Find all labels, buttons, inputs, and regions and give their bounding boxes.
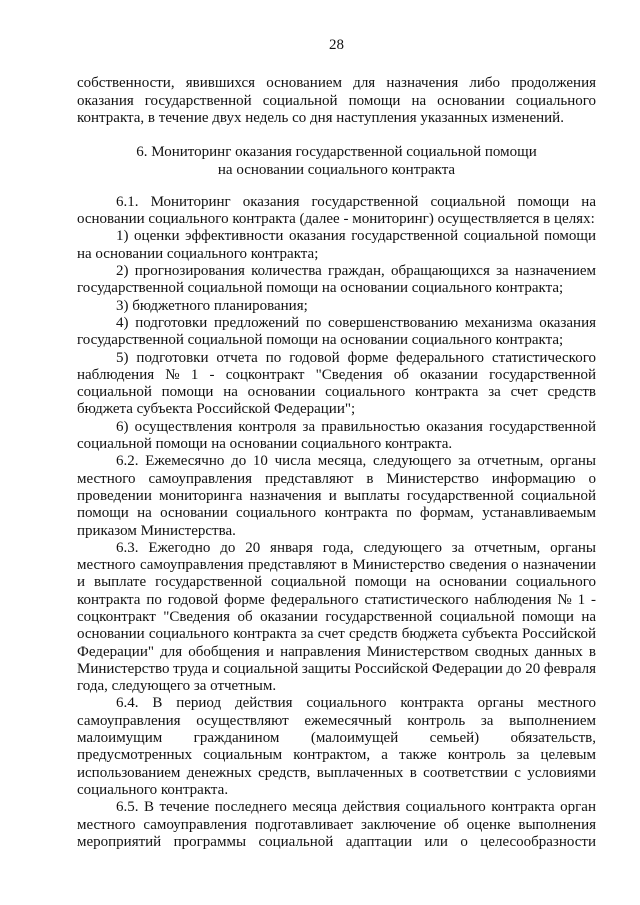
text-line: использованием денежных средств, выплаченных в соответствии с условиями xyxy=(77,764,596,781)
page-number: 28 xyxy=(329,37,344,53)
text-line: Федерации" для обобщения и направления Министерством сводных данных в xyxy=(77,643,596,660)
text-line: самоуправления осуществляют ежемесячный контроль за выполнением xyxy=(77,712,596,729)
text-line: 6.4. В период действия социального контракта органы местного xyxy=(116,695,596,712)
list-item xyxy=(77,263,596,298)
text-line: мероприятий программы социальной адаптации или о целесообразности xyxy=(77,833,596,850)
document-body xyxy=(77,75,596,851)
text-line: местного самоуправления подготавливает заключение об оценке выполнения xyxy=(77,816,596,833)
text-line: местного самоуправления представляют в Министерство сведения о назначении xyxy=(77,557,596,574)
list-item xyxy=(77,315,596,350)
text-line: 6) осуществления контроля за правильностью оказания государственной xyxy=(116,418,596,435)
text-line: социального контракта. xyxy=(77,781,229,798)
paragraph xyxy=(77,799,596,851)
text-line: оказания государственной социальной помощи на основании социального xyxy=(77,92,596,109)
list-item xyxy=(77,419,596,454)
text-line: проведении мониторинга назначения и выплаты государственной социальной xyxy=(77,487,596,504)
text-line: малоимущим гражданином (малоимущей семьей) обязательств, xyxy=(77,730,596,747)
text-line: 1) оценки эффективности оказания государственной социальной помощи xyxy=(116,228,596,245)
text-line: соцконтракт "Сведения об оказании государственной социальной помощи на xyxy=(77,609,596,625)
text-line: основании социального контракта (далее - мониторинг) осуществляется в целях: xyxy=(77,211,595,228)
text-line: контракта, в течение двух недель со дня наступления указанных изменений. xyxy=(77,109,564,126)
text-line: 6.5. В течение последнего месяца действия социального контракта орган xyxy=(116,799,596,816)
text-line: 3) бюджетного планирования; xyxy=(116,297,308,314)
text-line: года, следующего за отчетным. xyxy=(77,678,277,695)
text-line: социальной помощи на основании социального контракта за счет средств xyxy=(77,384,596,401)
text-line: 5) подготовки отчета по годовой форме федерального статистического xyxy=(116,349,596,366)
list-item xyxy=(77,298,596,315)
paragraph xyxy=(77,75,596,127)
paragraph xyxy=(77,695,596,799)
list-item xyxy=(77,350,596,419)
text-line: Министерство труда и социальной защиты Российской Федерации до 20 февраля xyxy=(77,660,596,677)
text-line: 2) прогнозирования количества граждан, обращающихся за назначением xyxy=(116,263,596,280)
section-heading-line: 6. Мониторинг оказания государственной социальной помощи xyxy=(136,144,537,161)
text-line: наблюдения № 1 - соцконтракт "Сведения об оказании государственной xyxy=(77,366,596,383)
text-line: собственности, явившихся основанием для назначения либо продолжения xyxy=(77,75,596,92)
text-line: на основании социального контракта; xyxy=(77,245,319,262)
paragraph xyxy=(77,540,596,696)
text-line: помощи на основании социального контракта по формам, устанавливаемым xyxy=(77,505,596,522)
text-line: социальной помощи на основании социального контракта. xyxy=(77,436,453,453)
text-line: основании социального контракта за счет средств бюджета субъекта Российской xyxy=(77,626,596,643)
paragraph xyxy=(77,194,596,229)
text-line: бюджета субъекта Российской Федерации"; xyxy=(77,401,356,418)
text-line: 6.2. Ежемесячно до 10 числа месяца, следующего за отчетным, органы xyxy=(116,453,596,470)
text-line: предусмотренных социальным контрактом, а также контроль за целевым xyxy=(77,747,596,764)
text-line: местного самоуправления представляют в Министерство информацию о xyxy=(77,470,596,487)
text-line: 6.3. Ежегодно до 20 января года, следующего за отчетным, органы xyxy=(116,539,596,556)
text-line: и выплате государственной социальной помощи на основании социального xyxy=(77,574,596,591)
text-line: 6.1. Мониторинг оказания государственной социальной помощи на xyxy=(116,193,596,210)
text-line: приказом Министерства. xyxy=(77,522,236,539)
section-heading-line: на основании социального контракта xyxy=(217,161,456,178)
text-line: контракта по годовой форме федерального статистического наблюдения № 1 - xyxy=(77,591,596,608)
text-line: государственной социальной помощи на основании социального контракта; xyxy=(77,280,564,297)
text-line: 4) подготовки предложений по совершенствованию механизма оказания xyxy=(116,314,596,331)
text-line: государственной социальной помощи на основании социального контракта; xyxy=(77,332,564,349)
list-item xyxy=(77,228,596,263)
section-heading xyxy=(77,144,596,179)
paragraph xyxy=(77,453,596,539)
